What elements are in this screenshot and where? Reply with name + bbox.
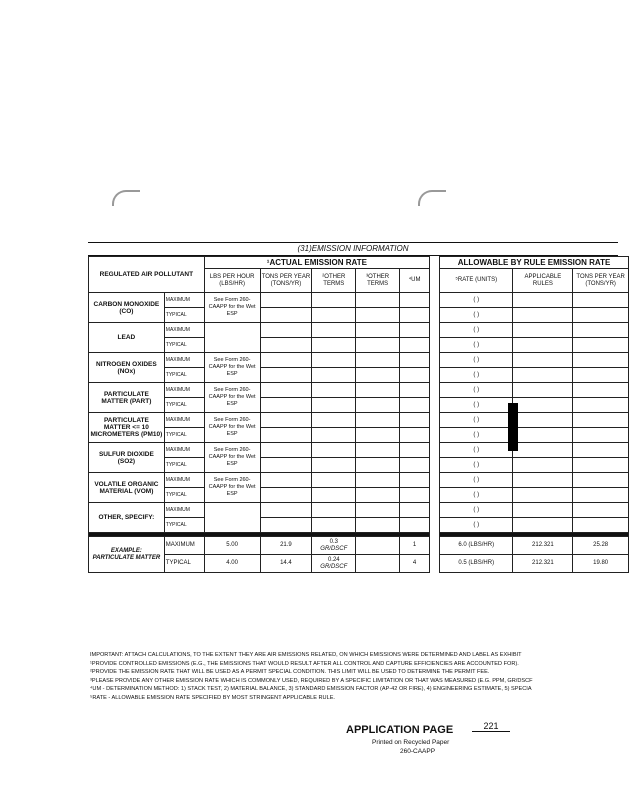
- footnote-1: ¹PROVIDE CONTROLLED EMISSIONS (E.G., THE EMISSIONS THAT WOULD RESULT AFTER ALL CONTROL AND CAPTURE EFFICIENCIES ARE ACCOUNTED FOR).: [90, 660, 519, 667]
- row-type-label: TYPICAL: [164, 368, 204, 383]
- example-value: [356, 537, 400, 555]
- example-value-text: 1: [412, 542, 417, 548]
- footnote-4: ⁴UM - DETERMINATION METHOD: 1) STACK TEST, 2) MATERIAL BALANCE, 3) STANDARD EMISSION FACTOR (AP-42 OR FIRE), 4) ENGINEERING ESTIMATE, 5) SPECIA: [90, 686, 532, 693]
- col-header: ²OTHER TERMS: [312, 269, 356, 293]
- footnote-5: ⁵RATE - ALLOWABLE EMISSION RATE SPECIFIED BY MOST STRINGENT APPLICABLE RULE.: [90, 694, 335, 701]
- example-row: [89, 537, 430, 555]
- see-form-note: See Form 260-CAAPP for the Wet ESP: [204, 353, 260, 383]
- emission-cell: [260, 443, 312, 458]
- emission-cell: [356, 383, 400, 398]
- row-type-label: MAXIMUM: [164, 353, 204, 368]
- pollutant-name: SULFUR DIOXIDE (SO2): [89, 443, 165, 473]
- emission-cell: [312, 428, 356, 443]
- pollutant-row-maximum: [89, 323, 430, 338]
- emission-cell: [260, 323, 312, 338]
- rate-units-cell: ( ): [440, 458, 513, 473]
- emission-cell: [312, 383, 356, 398]
- footnote-2: ²PROVIDE THE EMISSION RATE THAT WILL BE USED AS A PERMIT SPECIAL CONDITION. THIS LIMIT WILL BE USED TO DETERMINE THE PERMIT FEE.: [90, 669, 490, 676]
- applicable-rules-cell: [513, 458, 573, 473]
- emission-cell: [400, 518, 430, 533]
- emission-cell: [260, 338, 312, 353]
- allowable-emission-table: [439, 256, 629, 573]
- see-form-note: See Form 260-CAAPP for the Wet ESP: [204, 383, 260, 413]
- pollutant-row-maximum: [89, 503, 430, 518]
- row-type-label: TYPICAL: [164, 458, 204, 473]
- tons-year-cell: [573, 428, 629, 443]
- footnotes: [90, 651, 618, 703]
- emission-cell: [356, 458, 400, 473]
- emission-cell: [356, 518, 400, 533]
- footnote-important: IMPORTANT: ATTACH CALCULATIONS, TO THE EXTENT THEY ARE AIR EMISSIONS RELATED, ON WHICH EMISSIONS WERE DETERMINED AND LABEL AS EXHIBIT: [90, 652, 522, 658]
- emission-cell: [400, 293, 430, 308]
- example-value-text: 0.24: [327, 556, 340, 563]
- see-form-note: See Form 260-CAAPP for the Wet ESP: [204, 473, 260, 503]
- pollutant-name: CARBON MONOXIDE (CO): [89, 293, 165, 323]
- emission-cell: [312, 338, 356, 353]
- example-allowable-value: 6.0 (LBS/HR): [440, 537, 513, 555]
- rate-units-cell: ( ): [440, 368, 513, 383]
- emission-cell: [356, 503, 400, 518]
- emission-cell: [356, 413, 400, 428]
- emission-cell: [312, 293, 356, 308]
- row-type-label: TYPICAL: [164, 518, 204, 533]
- applicable-rules-cell: [513, 293, 573, 308]
- pollutant-name: VOLATILE ORGANIC MATERIAL (VOM): [89, 473, 165, 503]
- row-type-label: MAXIMUM: [164, 323, 204, 338]
- emission-cell: [400, 398, 430, 413]
- applicable-rules-cell: [513, 383, 573, 398]
- emission-cell: [312, 308, 356, 323]
- applicable-rules-cell: [513, 338, 573, 353]
- rate-units-cell: ( ): [440, 428, 513, 443]
- emission-cell: [356, 428, 400, 443]
- emission-cell: [356, 293, 400, 308]
- tons-year-cell: [573, 368, 629, 383]
- see-form-note: See Form 260-CAAPP for the Wet ESP: [204, 293, 260, 323]
- see-form-note: [204, 503, 260, 533]
- tons-year-cell: [573, 518, 629, 533]
- rate-units-cell: ( ): [440, 413, 513, 428]
- allowable-row-maximum: [440, 383, 629, 398]
- pollutant-row-maximum: [89, 473, 430, 488]
- allowable-row-maximum: [440, 473, 629, 488]
- emission-cell: [260, 503, 312, 518]
- tons-year-cell: [573, 413, 629, 428]
- form-id: 260-CAAPP: [400, 748, 436, 755]
- example-name: EXAMPLE: PARTICULATE MATTER: [89, 537, 165, 573]
- printed-note: Printed on Recycled Paper: [372, 739, 450, 746]
- row-type-label: MAXIMUM: [164, 413, 204, 428]
- col-header: TONS PER YEAR (TONS/YR): [573, 269, 629, 293]
- row-type-label: TYPICAL: [164, 398, 204, 413]
- example-value-text: 21.9: [280, 542, 292, 548]
- emission-cell: [312, 323, 356, 338]
- emission-cell: [260, 518, 312, 533]
- example-value-text: 5.00: [226, 542, 238, 548]
- example-value: [260, 555, 312, 573]
- pollutant-row-maximum: [89, 293, 430, 308]
- pollutant-name: LEAD: [89, 323, 165, 353]
- applicable-rules-cell: [513, 518, 573, 533]
- see-form-note: See Form 260-CAAPP for the Wet ESP: [204, 443, 260, 473]
- emission-cell: [312, 473, 356, 488]
- emission-cell: [400, 368, 430, 383]
- allowable-row-maximum: [440, 323, 629, 338]
- emission-cell: [356, 308, 400, 323]
- emission-cell: [356, 443, 400, 458]
- tons-year-cell: [573, 443, 629, 458]
- emission-cell: [356, 473, 400, 488]
- emission-cell: [260, 458, 312, 473]
- see-form-note: [204, 323, 260, 353]
- emission-cell: [400, 458, 430, 473]
- row-type-label: TYPICAL: [164, 338, 204, 353]
- rate-units-cell: ( ): [440, 323, 513, 338]
- row-type-label: TYPICAL: [164, 428, 204, 443]
- section-title: (31)EMISSION INFORMATION: [88, 242, 618, 256]
- rate-units-cell: ( ): [440, 518, 513, 533]
- example-value: [356, 555, 400, 573]
- example-allowable-value: 212.321: [513, 555, 573, 573]
- applicable-rules-cell: [513, 323, 573, 338]
- pollutant-row-maximum: [89, 383, 430, 398]
- col-header: ⁵RATE (UNITS): [440, 269, 513, 293]
- rate-units-cell: ( ): [440, 473, 513, 488]
- example-allowable-value: 25.28: [573, 537, 629, 555]
- row-type-label: MAXIMUM: [164, 473, 204, 488]
- example-value: [204, 537, 260, 555]
- allowable-row-typical: [440, 308, 629, 323]
- emission-cell: [356, 398, 400, 413]
- emission-cell: [400, 443, 430, 458]
- emission-cell: [260, 353, 312, 368]
- example-value: [400, 537, 430, 555]
- emission-cell: [312, 413, 356, 428]
- example-allowable-row: [440, 537, 629, 555]
- applicable-rules-cell: [513, 473, 573, 488]
- allowable-row-maximum: [440, 503, 629, 518]
- row-type-label: MAXIMUM: [164, 537, 204, 555]
- punch-hole-mark: [112, 190, 140, 206]
- tons-year-cell: [573, 473, 629, 488]
- emission-cell: [260, 398, 312, 413]
- emission-cell: [400, 473, 430, 488]
- emission-cell: [260, 413, 312, 428]
- rate-units-cell: ( ): [440, 443, 513, 458]
- emission-cell: [312, 458, 356, 473]
- emission-cell: [260, 473, 312, 488]
- tons-year-cell: [573, 503, 629, 518]
- emission-cell: [400, 413, 430, 428]
- pollutant-name: NITROGEN OXIDES (NOx): [89, 353, 165, 383]
- pollutant-row-maximum: [89, 443, 430, 458]
- rate-units-cell: ( ): [440, 308, 513, 323]
- emission-cell: [356, 323, 400, 338]
- emission-cell: [356, 338, 400, 353]
- allowable-row-typical: [440, 458, 629, 473]
- tons-year-cell: [573, 398, 629, 413]
- rate-units-cell: ( ): [440, 503, 513, 518]
- row-type-label: MAXIMUM: [164, 443, 204, 458]
- example-allowable-value: 19.80: [573, 555, 629, 573]
- tons-year-cell: [573, 353, 629, 368]
- rate-units-cell: ( ): [440, 293, 513, 308]
- example-value: [400, 555, 430, 573]
- example-allowable-value: 0.5 (LBS/HR): [440, 555, 513, 573]
- applicable-rules-cell: [513, 368, 573, 383]
- emission-cell: [312, 488, 356, 503]
- emission-cell: [312, 503, 356, 518]
- applicable-rules-cell: [513, 488, 573, 503]
- example-value-text: 4.00: [226, 560, 238, 566]
- pollutant-row-maximum: [89, 353, 430, 368]
- rate-units-cell: ( ): [440, 353, 513, 368]
- example-value: [312, 537, 356, 555]
- rate-units-cell: ( ): [440, 398, 513, 413]
- allowable-row-maximum: [440, 293, 629, 308]
- applicable-rules-cell: [513, 503, 573, 518]
- allowable-row-typical: [440, 488, 629, 503]
- allowable-row-maximum: [440, 353, 629, 368]
- col-header: ⁴UM: [400, 269, 430, 293]
- pollutant-name: PARTICULATE MATTER (PART): [89, 383, 165, 413]
- pollutant-header: REGULATED AIR POLLUTANT: [89, 257, 205, 293]
- example-unit: GR/DSCF: [320, 545, 348, 552]
- example-allowable-value: 212.321: [513, 537, 573, 555]
- emission-cell: [400, 323, 430, 338]
- emission-cell: [312, 518, 356, 533]
- tons-year-cell: [573, 308, 629, 323]
- emission-cell: [260, 308, 312, 323]
- punch-hole-mark: [418, 190, 446, 206]
- col-header: ³OTHER TERMS: [356, 269, 400, 293]
- footnote-3: ³PLEASE PROVIDE ANY OTHER EMISSION RATE WHICH IS COMMONLY USED, REQUIRED BY A SPECIFIC LIMITATION OR THAT WAS MEASURED (E.G. PPM, GR/DSCF: [90, 677, 533, 684]
- emission-cell: [312, 353, 356, 368]
- example-unit: GR/DSCF: [320, 563, 348, 570]
- emission-cell: [400, 428, 430, 443]
- emission-cell: [312, 368, 356, 383]
- allowable-row-typical: [440, 368, 629, 383]
- col-header: TONS PER YEAR (TONS/YR): [260, 269, 312, 293]
- allowable-row-typical: [440, 338, 629, 353]
- example-value-text: 0.3: [329, 538, 338, 545]
- see-form-note: See Form 260-CAAPP for the Wet ESP: [204, 413, 260, 443]
- example-value: [204, 555, 260, 573]
- tons-year-cell: [573, 383, 629, 398]
- emission-cell: [400, 308, 430, 323]
- pollutant-name: PARTICULATE MATTER <= 10 MICROMETERS (PM10): [89, 413, 165, 443]
- allowable-rate-header: ALLOWABLE BY RULE EMISSION RATE: [440, 257, 629, 269]
- allowable-row-maximum: [440, 443, 629, 458]
- emission-cell: [260, 428, 312, 443]
- example-value-text: 14.4: [280, 560, 292, 566]
- row-type-label: TYPICAL: [164, 308, 204, 323]
- example-allowable-row: [440, 555, 629, 573]
- row-type-label: MAXIMUM: [164, 503, 204, 518]
- example-value: [260, 537, 312, 555]
- applicable-rules-cell: [513, 398, 573, 413]
- row-type-label: TYPICAL: [164, 488, 204, 503]
- emission-cell: [400, 488, 430, 503]
- emission-cell: [312, 443, 356, 458]
- row-type-label: MAXIMUM: [164, 383, 204, 398]
- pollutant-name: OTHER, SPECIFY:: [89, 503, 165, 533]
- rate-units-cell: ( ): [440, 488, 513, 503]
- tons-year-cell: [573, 338, 629, 353]
- emission-cell: [312, 398, 356, 413]
- emission-cell: [400, 383, 430, 398]
- allowable-row-maximum: [440, 413, 629, 428]
- emission-cell: [356, 488, 400, 503]
- emission-cell: [260, 383, 312, 398]
- emission-cell: [400, 503, 430, 518]
- redaction-mark: [508, 403, 518, 451]
- applicable-rules-cell: [513, 308, 573, 323]
- allowable-row-typical: [440, 428, 629, 443]
- applicable-rules-cell: [513, 353, 573, 368]
- emission-cell: [260, 368, 312, 383]
- example-value-text: 4: [412, 560, 417, 566]
- application-page-label: APPLICATION PAGE: [346, 724, 454, 736]
- col-header: APPLICABLE RULES: [513, 269, 573, 293]
- emission-cell: [400, 338, 430, 353]
- emission-cell: [260, 293, 312, 308]
- example-value: [312, 555, 356, 573]
- emission-cell: [260, 488, 312, 503]
- rate-units-cell: ( ): [440, 383, 513, 398]
- pollutant-row-maximum: [89, 413, 430, 428]
- actual-rate-header: ¹ACTUAL EMISSION RATE: [204, 257, 429, 269]
- col-header: LBS PER HOUR (LBS/HR): [204, 269, 260, 293]
- allowable-row-typical: [440, 518, 629, 533]
- emission-cell: [356, 353, 400, 368]
- applicable-rules-cell: [513, 428, 573, 443]
- tons-year-cell: [573, 323, 629, 338]
- rate-units-cell: ( ): [440, 338, 513, 353]
- actual-emission-table: [88, 256, 430, 573]
- emission-cell: [400, 353, 430, 368]
- tons-year-cell: [573, 488, 629, 503]
- applicable-rules-cell: [513, 443, 573, 458]
- tons-year-cell: [573, 458, 629, 473]
- row-type-label: TYPICAL: [164, 555, 204, 573]
- tons-year-cell: [573, 293, 629, 308]
- row-type-label: MAXIMUM: [164, 293, 204, 308]
- allowable-row-typical: [440, 398, 629, 413]
- emission-cell: [356, 368, 400, 383]
- page-number: 221: [472, 721, 510, 732]
- applicable-rules-cell: [513, 413, 573, 428]
